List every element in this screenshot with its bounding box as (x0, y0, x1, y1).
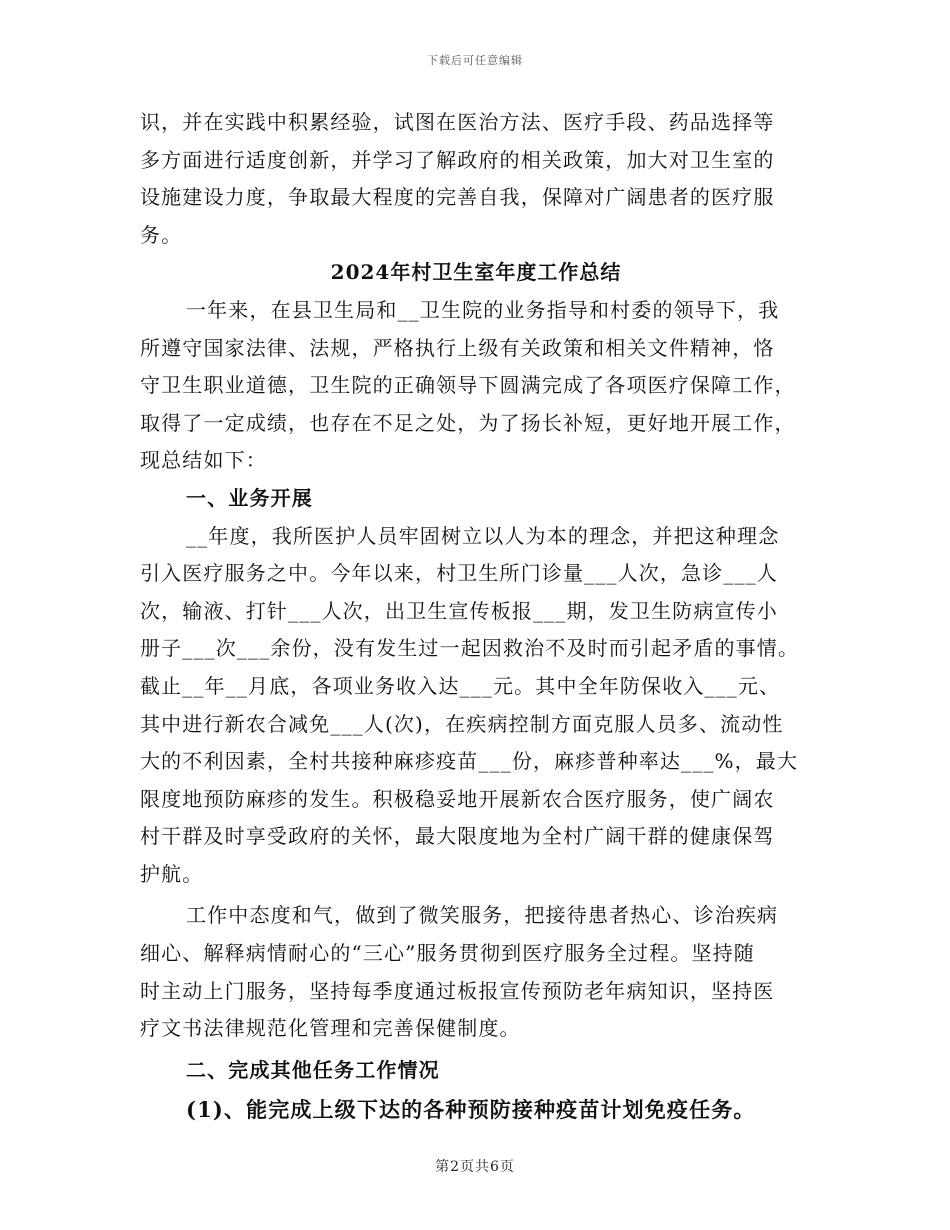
paragraph-line: 村干群及时享受政府的关怀，最大限度地为全村广阔干群的健康保驾 (140, 824, 775, 849)
paragraph-line: 务。 (140, 222, 183, 247)
paragraph-line: 工作中态度和气，做到了微笑服务，把接待患者热心、诊治疾病 (186, 903, 779, 928)
paragraph-line: 截止__年__月底，各项业务收入达___元。其中全年防保收入___元、 (140, 673, 781, 698)
paragraph-line: 次，输液、打针___人次，出卫生宣传板报___期，发卫生防病宣传小 (140, 598, 778, 623)
paragraph-line: 限度地预防麻疹的发生。积极稳妥地开展新农合医疗服务，使广阔农 (140, 786, 775, 811)
paragraph-line: 设施建设力度，争取最大程度的完善自我，保障对广阔患者的医疗服 (140, 185, 775, 210)
page-number-footer: 第2页共6页 (435, 1159, 515, 1175)
paragraph-line: 引入医疗服务之中。今年以来，村卫生所门诊量___人次，急诊___人 (140, 561, 778, 586)
paragraph-line: 取得了一定成绩，也存在不足之处，为了扬长补短，更好地开展工作， (140, 410, 796, 435)
paragraph-line: 护航。 (140, 861, 204, 886)
paragraph-line: 册子___次___余份，没有发生过一起因救治不及时而引起矛盾的事情。 (140, 636, 800, 661)
paragraph-line: 多方面进行适度创新，并学习了解政府的相关政策，加大对卫生室的 (140, 147, 775, 172)
paragraph-line: 现总结如下： (140, 448, 267, 473)
paragraph-line: 细心、解释病情耐心的“三心”服务贯彻到医疗服务全过程。坚持随 (140, 941, 755, 966)
paragraph-line: 一年来，在县卫生局和__卫生院的业务指导和村委的领导下，我 (186, 297, 780, 322)
section-heading: 一、业务开展 (186, 485, 313, 510)
section-heading: 二、完成其他任务工作情况 (186, 1057, 440, 1082)
paragraph-line: 其中进行新农合减免___人(次)，在疾病控制方面克服人员多、流动性 (140, 711, 784, 736)
document-body (140, 104, 812, 1131)
subsection-heading: (1)、能完成上级下达的各种预防接种疫苗计划免疫任务。 (186, 1097, 756, 1123)
paragraph-line: 大的不利因素，全村共接种麻疹疫苗___份，麻疹普种率达___%，最大 (140, 749, 799, 774)
paragraph-line: 所遵守国家法律、法规，严格执行上级有关政策和相关文件精神，恪 (140, 335, 775, 360)
document-title: 2024年村卫生室年度工作总结 (330, 260, 622, 285)
paragraph-line: 守卫生职业道德，卫生院的正确领导下圆满完成了各项医疗保障工作， (140, 373, 796, 398)
paragraph-line: __年度，我所医护人员牢固树立以人为本的理念，并把这种理念 (186, 523, 780, 548)
header-note: 下载后可任意编辑 (427, 54, 523, 67)
paragraph-line: 时主动上门服务，坚持每季度通过板报宣传预防老年病知识，坚持医 (140, 978, 775, 1003)
paragraph-line: 识，并在实践中积累经验，试图在医治方法、医疗手段、药品选择等 (140, 110, 775, 134)
paragraph-line: 疗文书法律规范化管理和完善保健制度。 (140, 1016, 521, 1041)
